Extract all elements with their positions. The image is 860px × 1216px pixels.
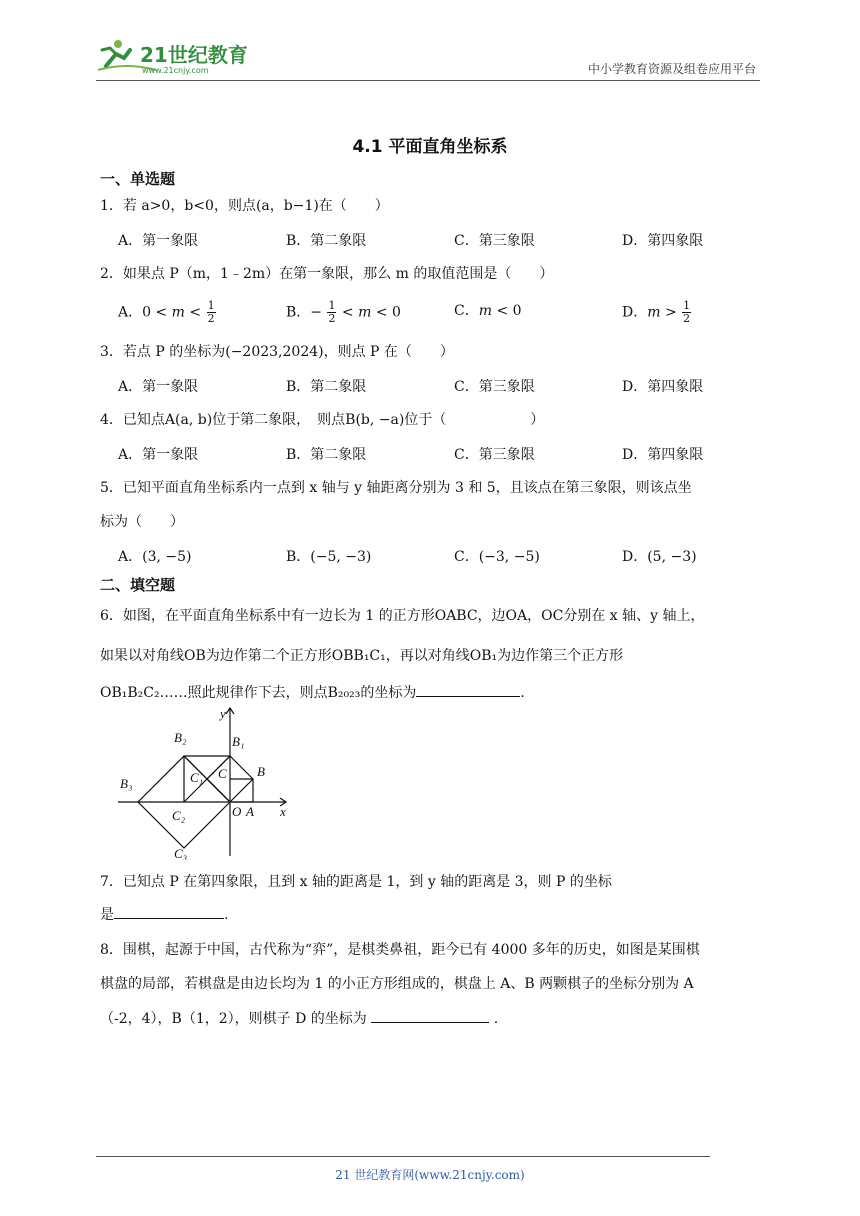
question-3-stem: 3．若点 P 的坐标为(−2023,2024)，则点 P 在（ ）	[100, 344, 454, 360]
option-b: B．第二象限	[286, 379, 367, 395]
option-c: C．(−3, −5)	[454, 549, 540, 565]
section-heading-single-choice: 一、单选题	[100, 170, 176, 188]
section-heading-fill-in: 二、填空题	[100, 576, 176, 594]
question-1-stem: 1．若 a>0，b<0，则点(a，b−1)在（ ）	[100, 198, 389, 214]
option-d: D．m > $\frac{1}{2}$	[622, 299, 691, 325]
label-x: x	[280, 804, 286, 819]
label-c2: C₂	[172, 808, 186, 823]
label-b2: B₂	[174, 730, 187, 745]
option-a: A．第一象限	[118, 379, 199, 395]
fraction-half: $\frac{1}{2}$	[207, 299, 215, 325]
option-a: A．(3, −5)	[118, 549, 192, 565]
option-b: B．− $\frac{1}{2}$ < m < 0	[286, 299, 401, 325]
question-2-stem: 2．如果点 P（m，1﹣2m）在第一象限，那么 m 的取值范围是（ ）	[100, 266, 554, 282]
option-d: D．第四象限	[622, 233, 704, 249]
question-4-options	[118, 444, 790, 464]
logo-subtext: www.21cnjy.com	[142, 66, 209, 75]
page-title: 4.1 平面直角坐标系	[352, 137, 508, 157]
square-sequence-figure	[118, 704, 298, 860]
question-6-line-2: 如果以对角线OB为边作第二个正方形OBB₁C₁，再以对角线OB₁为边作第三个正方形	[100, 648, 624, 664]
label-b3: B₃	[120, 776, 133, 791]
option-a: A．0 < m < $\frac{1}{2}$	[118, 299, 215, 325]
option-c: C．第三象限	[454, 379, 535, 395]
fraction-half: $\frac{1}{2}$	[328, 299, 336, 325]
question-5-stem-line-1: 5．已知平面直角坐标系内一点到 x 轴与 y 轴距离分别为 3 和 5，且该点在第三象限，则该点坐	[100, 480, 692, 496]
question-7-line-1: 7．已知点 P 在第四象限，且到 x 轴的距离是 1，到 y 轴的距离是 3，则 P 的坐标	[100, 874, 612, 890]
option-b: B．(−5, −3)	[286, 549, 372, 565]
option-c: C．第三象限	[454, 447, 535, 463]
option-a: A．第一象限	[118, 447, 199, 463]
question-2-options	[118, 300, 790, 325]
label-o: O	[232, 804, 242, 819]
answer-blank[interactable]	[371, 1008, 489, 1023]
question-6-line-3: OB₁B₂C₂……照此规律作下去，则点B₂₀₂₃的坐标为 .	[100, 682, 765, 703]
site-logo	[96, 36, 256, 76]
answer-blank[interactable]	[114, 904, 224, 919]
footer-divider	[96, 1156, 710, 1157]
fraction-half: $\frac{1}{2}$	[683, 299, 691, 325]
option-d: D．第四象限	[622, 447, 704, 463]
logo-text: 21世纪教育	[140, 43, 248, 67]
option-c: C．第三象限	[454, 233, 535, 249]
label-b: B	[257, 764, 265, 779]
question-6-line-1: 6．如图，在平面直角坐标系中有一边长为 1 的正方形OABC，边OA，OC分别在 x 轴、y 轴上，	[100, 608, 705, 624]
label-a: A	[246, 804, 254, 819]
label-b1: B₁	[232, 734, 245, 749]
option-d: D．第四象限	[622, 379, 704, 395]
platform-name: 中小学教育资源及组卷应用平台	[587, 62, 756, 76]
header-divider	[96, 80, 760, 81]
question-8-line-2: 棋盘的局部，若棋盘是由边长均为 1 的小正方形组成的，棋盘上 A、B 两颗棋子的坐标分别为 A	[100, 976, 694, 992]
label-c3: C₃	[174, 846, 188, 860]
question-7-line-2: 是 .	[100, 904, 765, 925]
question-1-options	[118, 230, 790, 250]
answer-blank[interactable]	[416, 682, 520, 697]
question-8-line-3: （-2，4），B（1，2），则棋子 D 的坐标为 .	[100, 1008, 765, 1029]
question-5-options	[118, 546, 790, 566]
option-b: B．第二象限	[286, 233, 367, 249]
option-d: D．(5, −3)	[622, 549, 697, 565]
question-8-line-1: 8．围棋，起源于中国，古代称为“弈”，是棋类鼻祖，距今已有 4000 多年的历史，如图是某围棋	[100, 942, 700, 958]
option-c: C．m < 0	[454, 303, 522, 319]
option-b: B．第二象限	[286, 447, 367, 463]
question-3-options	[118, 376, 790, 396]
label-c1: C₁	[190, 770, 204, 785]
label-c: C	[218, 766, 227, 781]
option-a: A．第一象限	[118, 233, 199, 249]
footer-link[interactable]: 21 世纪教育网(www.21cnjy.com)	[335, 1168, 525, 1182]
question-5-stem-line-2: 标为（ ）	[100, 514, 184, 530]
label-y: y	[220, 706, 226, 721]
question-4-stem: 4．已知点A(a, b)位于第二象限， 则点B(b, −a)位于（ ）	[100, 412, 545, 428]
